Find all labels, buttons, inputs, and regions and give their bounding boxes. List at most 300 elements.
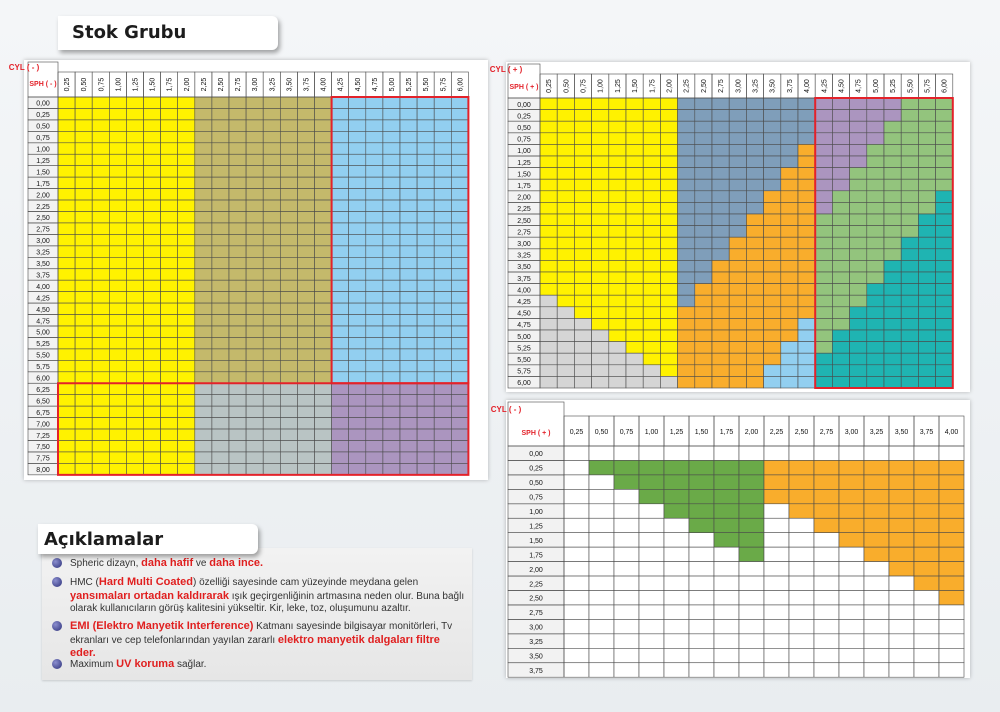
- grid-cell: [557, 144, 574, 156]
- grid-cell: [417, 383, 434, 394]
- grid-cell: [678, 284, 695, 296]
- grid-cell: [383, 120, 400, 131]
- grid-cell: [884, 260, 901, 272]
- grid-cell: [714, 663, 739, 677]
- grid-cell: [643, 376, 660, 388]
- grid-cell: [212, 257, 229, 268]
- grid-cell: [574, 226, 591, 238]
- grid-cell: [332, 326, 349, 337]
- grid-cell: [383, 372, 400, 383]
- grid-cell: [664, 460, 689, 474]
- grid-cell: [639, 518, 664, 532]
- grid-cell: [126, 395, 143, 406]
- grid-cell: [109, 108, 126, 119]
- sph-label: SPH ( + ): [509, 84, 539, 91]
- grid-cell: [434, 234, 451, 245]
- grid-cell: [639, 547, 664, 561]
- grid-cell: [451, 326, 468, 337]
- grid-cell: [195, 441, 212, 452]
- grid-cell: [592, 318, 609, 330]
- grid-cell: [850, 121, 867, 133]
- grid-cell: [850, 237, 867, 249]
- grid-cell: [850, 376, 867, 388]
- grid-cell: [144, 429, 161, 440]
- grid-cell: [315, 395, 332, 406]
- grid-cell: [212, 372, 229, 383]
- grid-cell: [383, 143, 400, 154]
- grid-cell: [901, 110, 918, 122]
- grid-cell: [936, 249, 953, 261]
- grid-cell: [92, 418, 109, 429]
- grid-cell: [695, 191, 712, 203]
- row-header-label: 1,75: [517, 183, 531, 190]
- grid-cell: [75, 223, 92, 234]
- grid-cell: [92, 269, 109, 280]
- grid-cell: [639, 460, 664, 474]
- grid-cell: [349, 280, 366, 291]
- grid-cell: [75, 189, 92, 200]
- grid-cell: [383, 452, 400, 463]
- grid-cell: [592, 121, 609, 133]
- row-header-label: 7,00: [36, 421, 50, 429]
- grid-cell: [246, 200, 263, 211]
- grid-cell: [574, 307, 591, 319]
- grid-cell: [212, 97, 229, 108]
- grid-cell: [144, 246, 161, 257]
- grid-cell: [850, 133, 867, 145]
- grid-cell: [695, 144, 712, 156]
- grid-cell: [109, 280, 126, 291]
- grid-cell: [297, 234, 314, 245]
- grid-cell: [366, 177, 383, 188]
- col-header-label: 2,00: [183, 77, 191, 92]
- grid-cell: [229, 154, 246, 165]
- grid-cell: [297, 280, 314, 291]
- grid-cell: [557, 249, 574, 261]
- grid-cell: [195, 234, 212, 245]
- grid-cell: [557, 295, 574, 307]
- grid-cell: [212, 131, 229, 142]
- row-header-label: 1,25: [36, 157, 50, 165]
- grid-cell: [557, 191, 574, 203]
- grid-cell: [297, 452, 314, 463]
- grid-cell: [936, 342, 953, 354]
- body-text: Katmanı sayesinde bilgisayar monitörleri, Tv ekranları ve cep telefonlarından yayılan zararlı: [70, 621, 453, 646]
- grid-cell: [92, 234, 109, 245]
- grid-cell: [383, 223, 400, 234]
- grid-cell: [901, 237, 918, 249]
- cell-group: [564, 446, 964, 677]
- grid-cell: [383, 212, 400, 223]
- grid-cell: [246, 97, 263, 108]
- grid-cell: [689, 562, 714, 576]
- grid-cell: [832, 133, 849, 145]
- grid-cell: [92, 131, 109, 142]
- grid-cell: [451, 463, 468, 474]
- col-header-label: 3,75: [786, 79, 794, 93]
- grid-cell: [592, 307, 609, 319]
- grid-cell: [451, 372, 468, 383]
- grid-cell: [280, 463, 297, 474]
- grid-cell: [678, 330, 695, 342]
- grid-cell: [695, 110, 712, 122]
- grid-cell: [109, 257, 126, 268]
- grid-cell: [75, 108, 92, 119]
- grid-cell: [574, 284, 591, 296]
- grid-cell: [864, 648, 889, 662]
- grid-cell: [564, 576, 589, 590]
- grid-cell: [434, 97, 451, 108]
- grid-cell: [764, 295, 781, 307]
- grid-cell: [349, 234, 366, 245]
- grid-cell: [451, 166, 468, 177]
- grid-cell: [781, 168, 798, 180]
- grid-cell: [229, 441, 246, 452]
- grid-cell: [764, 353, 781, 365]
- grid-cell: [417, 143, 434, 154]
- grid-cell: [712, 110, 729, 122]
- grid-cell: [939, 605, 964, 619]
- grid-cell: [614, 634, 639, 648]
- grid-cell: [144, 406, 161, 417]
- grid-cell: [901, 156, 918, 168]
- grid-cell: [574, 144, 591, 156]
- grid-cell: [366, 189, 383, 200]
- grid-cell: [867, 191, 884, 203]
- grid-cell: [729, 156, 746, 168]
- grid-cell: [315, 383, 332, 394]
- bullet-icon: [52, 621, 62, 631]
- grid-cell: [695, 284, 712, 296]
- grid-cell: [229, 315, 246, 326]
- grid-cell: [280, 269, 297, 280]
- grid-cell: [712, 179, 729, 191]
- grid-cell: [609, 121, 626, 133]
- grid-cell: [144, 212, 161, 223]
- grid-cell: [839, 576, 864, 590]
- grid-cell: [178, 108, 195, 119]
- row-header-label: 2,75: [36, 226, 50, 234]
- grid-cell: [689, 547, 714, 561]
- grid-cell: [739, 475, 764, 489]
- grid-cell: [815, 121, 832, 133]
- grid-cell: [914, 605, 939, 619]
- grid-cell: [764, 214, 781, 226]
- row-header-label: 0,25: [517, 113, 531, 121]
- grid-cell: [417, 315, 434, 326]
- grid-cell: [798, 376, 815, 388]
- grid-cell: [434, 177, 451, 188]
- grid-cell: [609, 353, 626, 365]
- grid-cell: [315, 463, 332, 474]
- grid-cell: [109, 463, 126, 474]
- grid-cell: [901, 307, 918, 319]
- grid-cell: [246, 143, 263, 154]
- grid-cell: [126, 349, 143, 360]
- grid-cell: [109, 234, 126, 245]
- grid-cell: [92, 326, 109, 337]
- grid-cell: [664, 576, 689, 590]
- grid-cell: [229, 452, 246, 463]
- grid-cell: [936, 307, 953, 319]
- grid-cell: [660, 237, 677, 249]
- grid-cell: [417, 429, 434, 440]
- grid-cell: [400, 234, 417, 245]
- grid-cell: [714, 518, 739, 532]
- grid-cell: [144, 303, 161, 314]
- grid-cell: [229, 189, 246, 200]
- grid-cell: [564, 475, 589, 489]
- grid-cell: [678, 272, 695, 284]
- grid-cell: [850, 191, 867, 203]
- grid-cell: [126, 189, 143, 200]
- grid-cell: [297, 212, 314, 223]
- grid-cell: [126, 212, 143, 223]
- grid-cell: [901, 342, 918, 354]
- body-text: ve: [193, 558, 210, 569]
- grid-cell: [315, 234, 332, 245]
- col-header-label: 1,75: [166, 77, 174, 92]
- grid-cell: [178, 97, 195, 108]
- grid-cell: [936, 226, 953, 238]
- legend-panel: [42, 548, 472, 680]
- grid-cell: [746, 330, 763, 342]
- grid-cell: [366, 143, 383, 154]
- grid-cell: [161, 406, 178, 417]
- grid-cell: [557, 179, 574, 191]
- row-header-label: 2,75: [517, 229, 531, 237]
- grid-cell: [564, 634, 589, 648]
- grid-cell: [349, 97, 366, 108]
- grid-cell: [212, 349, 229, 360]
- grid-cell: [229, 303, 246, 314]
- sph-label: SPH ( + ): [521, 430, 551, 437]
- row-header-label: 5,25: [36, 341, 50, 349]
- grid-cell: [332, 452, 349, 463]
- grid-cell: [451, 269, 468, 280]
- grid-cell: [864, 547, 889, 561]
- grid-cell: [764, 121, 781, 133]
- grid-cell: [739, 460, 764, 474]
- col-header-label: 3,50: [286, 77, 294, 92]
- grid-cell: [918, 249, 935, 261]
- legend-title: Açıklamalar: [44, 529, 164, 550]
- col-header-label: 5,50: [907, 79, 915, 93]
- row-header-label: 5,00: [517, 333, 531, 341]
- grid-cell: [212, 292, 229, 303]
- grid-cell: [918, 260, 935, 272]
- grid-cell: [126, 177, 143, 188]
- grid-cell: [280, 120, 297, 131]
- row-header-label: 5,00: [36, 329, 50, 337]
- grid-cell: [850, 342, 867, 354]
- grid-cell: [297, 189, 314, 200]
- grid-cell: [195, 349, 212, 360]
- grid-cell: [918, 284, 935, 296]
- grid-cell: [564, 547, 589, 561]
- row-header-label: 3,75: [517, 275, 531, 283]
- grid-cell: [144, 292, 161, 303]
- grid-cell: [315, 131, 332, 142]
- grid-cell: [889, 475, 914, 489]
- grid-cell: [178, 326, 195, 337]
- grid-cell: [280, 97, 297, 108]
- grid-cell: [712, 156, 729, 168]
- grid-cell: [660, 318, 677, 330]
- grid-cell: [75, 463, 92, 474]
- grid-cell: [798, 330, 815, 342]
- grid-cell: [126, 383, 143, 394]
- legend-item: [52, 620, 466, 661]
- grid-cell: [939, 619, 964, 633]
- grid-cell: [297, 269, 314, 280]
- grid-cell: [574, 179, 591, 191]
- grid-cell: [400, 246, 417, 257]
- grid-cell: [178, 189, 195, 200]
- grid-cell: [229, 269, 246, 280]
- row-header-label: 3,00: [529, 624, 543, 632]
- grid-cell: [712, 284, 729, 296]
- grid-cell: [746, 202, 763, 214]
- grid-cell: [178, 177, 195, 188]
- col-header-label: 1,00: [644, 429, 659, 436]
- grid-cell: [58, 200, 75, 211]
- grid-cell: [417, 372, 434, 383]
- grid-cell: [664, 475, 689, 489]
- grid-cell: [592, 202, 609, 214]
- grid-cell: [564, 619, 589, 633]
- grid-cell: [540, 318, 557, 330]
- grid-cell: [144, 177, 161, 188]
- grid-cell: [212, 337, 229, 348]
- grid-cell: [889, 648, 914, 662]
- grid-cell: [901, 260, 918, 272]
- grid-cell: [884, 376, 901, 388]
- col-header-label: 3,00: [735, 79, 743, 93]
- grid-cell: [764, 318, 781, 330]
- grid-cell: [729, 202, 746, 214]
- grid-cell: [609, 365, 626, 377]
- grid-cell: [592, 110, 609, 122]
- grid-cell: [75, 131, 92, 142]
- grid-cell: [695, 295, 712, 307]
- grid-cell: [739, 663, 764, 677]
- grid-cell: [366, 108, 383, 119]
- grid-cell: [639, 475, 664, 489]
- grid-cell: [815, 179, 832, 191]
- grid-cell: [574, 191, 591, 203]
- body-text: ) özelliği sayesinde cam yüzeyinde meydana gelen: [193, 577, 419, 588]
- body-text: HMC (: [70, 577, 99, 588]
- grid-cell: [58, 406, 75, 417]
- grid-cell: [332, 349, 349, 360]
- grid-cell: [212, 200, 229, 211]
- col-header-label: 3,25: [269, 77, 277, 92]
- grid-cell: [280, 441, 297, 452]
- grid-cell: [884, 156, 901, 168]
- grid-cell: [889, 504, 914, 518]
- grid-cell: [280, 315, 297, 326]
- grid-cell: [864, 619, 889, 633]
- row-header-label: 1,25: [529, 523, 543, 531]
- grid-cell: [798, 249, 815, 261]
- grid-cell: [417, 189, 434, 200]
- grid-cell: [815, 110, 832, 122]
- grid-cell: [332, 269, 349, 280]
- row-header-label: 5,25: [517, 345, 531, 353]
- grid-cell: [781, 121, 798, 133]
- grid-cell: [884, 179, 901, 191]
- grid-cell: [901, 365, 918, 377]
- grid-cell: [195, 395, 212, 406]
- grid-cell: [417, 108, 434, 119]
- grid-cell: [832, 295, 849, 307]
- grid-cell: [764, 376, 781, 388]
- row-header-label: 4,00: [36, 283, 50, 291]
- grid-cell: [263, 234, 280, 245]
- grid-cell: [914, 504, 939, 518]
- grid-cell: [936, 376, 953, 388]
- col-header-label: 5,75: [924, 79, 932, 93]
- grid-cell: [383, 406, 400, 417]
- grid-cell: [815, 156, 832, 168]
- grid-cell: [609, 156, 626, 168]
- grid-cell: [678, 202, 695, 214]
- grid-cell: [746, 249, 763, 261]
- grid-cell: [850, 214, 867, 226]
- grid-cell: [936, 156, 953, 168]
- col-header-label: 4,50: [838, 79, 846, 93]
- grid-cell: [574, 249, 591, 261]
- grid-cell: [814, 619, 839, 633]
- grid-cell: [246, 418, 263, 429]
- grid-cell: [832, 307, 849, 319]
- grid-cell: [592, 98, 609, 110]
- grid-cell: [263, 154, 280, 165]
- grid-cell: [417, 441, 434, 452]
- row-header-label: 0,50: [517, 125, 531, 132]
- grid-cell: [246, 315, 263, 326]
- grid-cell: [609, 144, 626, 156]
- grid-cell: [660, 121, 677, 133]
- grid-cell: [918, 202, 935, 214]
- grid-cell: [557, 307, 574, 319]
- grid-cell: [246, 429, 263, 440]
- grid-cell: [315, 280, 332, 291]
- row-header-label: 0,25: [36, 112, 50, 120]
- grid-cell: [729, 144, 746, 156]
- grid-cell: [936, 144, 953, 156]
- grid-cell: [639, 576, 664, 590]
- grid-cell: [939, 533, 964, 547]
- row-header-label: 2,00: [529, 566, 543, 574]
- grid-cell: [901, 249, 918, 261]
- grid-cell: [614, 504, 639, 518]
- grid-cell: [939, 460, 964, 474]
- grid-cell: [678, 191, 695, 203]
- grid-cell: [126, 234, 143, 245]
- grid-cell: [660, 202, 677, 214]
- grid-cell: [434, 395, 451, 406]
- grid-cell: [660, 284, 677, 296]
- grid-cell: [695, 214, 712, 226]
- grid-cell: [58, 303, 75, 314]
- col-header-label: 2,00: [744, 429, 759, 436]
- grid-cell: [58, 269, 75, 280]
- row-header-label: 5,50: [36, 352, 50, 360]
- grid-cell: [400, 383, 417, 394]
- grid-cell: [764, 272, 781, 284]
